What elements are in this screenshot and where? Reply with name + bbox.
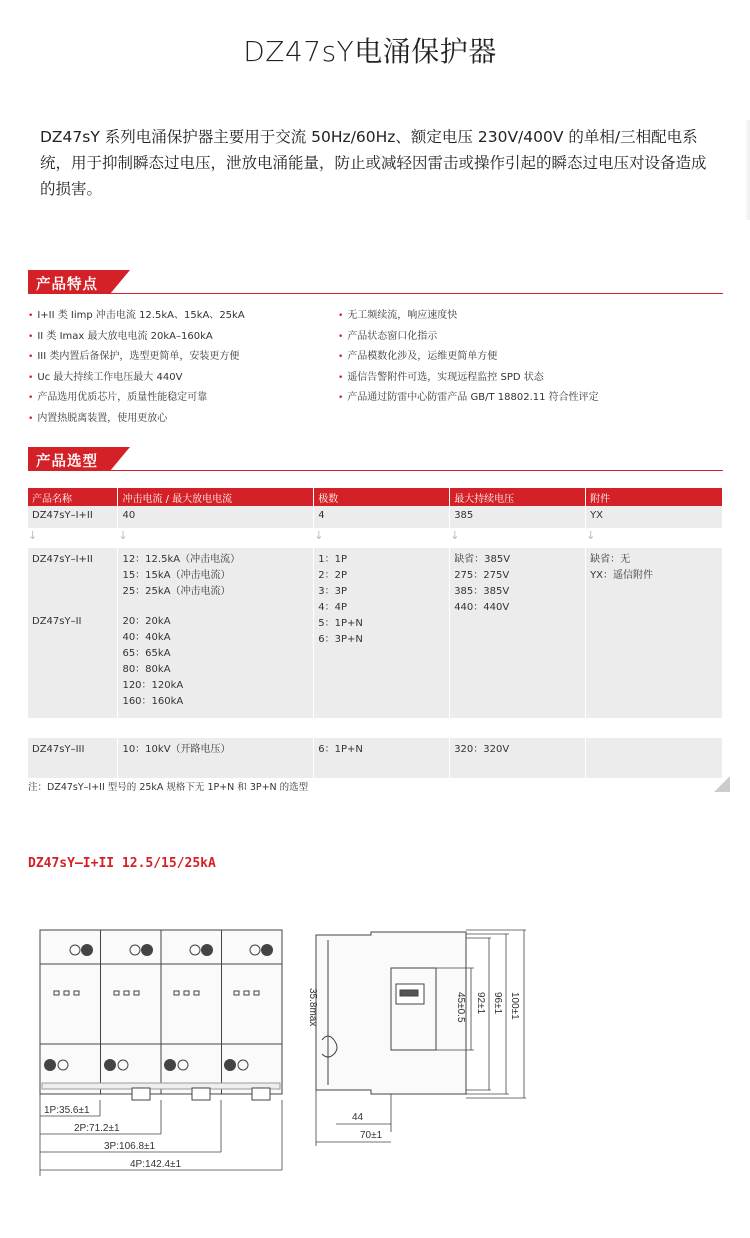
feature-item: • 产品模数化涉及，运维更简单方便: [338, 351, 498, 362]
features-section-title: 产品特点: [36, 277, 98, 293]
page-title: DZ47sY电涌保护器: [243, 35, 497, 68]
table-row: DZ47sY–I+II 12：12.5kA（冲击电流） 15：15kA（冲击电流） 25：25kA（冲击电流） 1：1P 2：2P 3：3P 4：4P 5：1P+N 6：3P+N 缺省：385V 275：275V 385：385V 440：440V 缺省：无 YX：遥信附件: [28, 548, 723, 610]
features-right-list: [338, 310, 599, 413]
feature-item: • Uc 最大持续工作电压最大 440V: [28, 371, 183, 383]
feature-item: • II 类 Imax 最大放电电流 20kA–160kA: [28, 330, 213, 342]
col-header-current: 冲击电流 / 最大放电电流: [118, 488, 314, 506]
drawing-title: DZ47sY–I+II 12.5/15/25kA: [28, 856, 216, 871]
table-row: DZ47sY–III 10：10kV（开路电压） 6：1P+N 320：320V: [28, 738, 723, 778]
side-view-drawing: [306, 920, 526, 1150]
dim-window: 45±0.5: [455, 992, 466, 1023]
table-note: 注：DZ47sY–I+II 型号的 25kA 规格下无 1P+N 和 3P+N 的选型: [28, 782, 309, 793]
voltage-cell: 缺省：385V 275：275V 385：385V 440：440V: [450, 548, 586, 718]
feature-item: • 产品选用优质芯片，质量性能稳定可靠: [28, 392, 208, 403]
down-arrow-icon: ↓: [314, 528, 450, 548]
dim-1p: 1P:35.6±1: [44, 1105, 90, 1116]
down-arrow-icon: ↓: [450, 528, 586, 548]
poles-cell: 1：1P 2：2P 3：3P 4：4P 5：1P+N 6：3P+N: [314, 548, 450, 718]
feature-item: • 无工频续流，响应速度快: [338, 310, 458, 321]
accessory-cell: 缺省：无 YX：遥信附件: [586, 548, 723, 718]
feature-item: • III 类内置后备保护，选型更简单，安装更方便: [28, 351, 240, 362]
dim-96: 96±1: [492, 992, 503, 1015]
features-section-header: [28, 270, 723, 294]
feature-item: • I+II 类 Iimp 冲击电流 12.5kA、15kA、25kA: [28, 310, 245, 321]
dim-70: 70±1: [360, 1130, 383, 1141]
col-header-name: 产品名称: [28, 488, 118, 506]
dim-44: 44: [352, 1112, 364, 1123]
arrow-row: [28, 528, 723, 548]
down-arrow-icon: ↓: [586, 528, 723, 548]
corner-triangle: [714, 776, 730, 792]
dim-4p: 4P:142.4±1: [130, 1159, 182, 1170]
selection-table: [28, 488, 723, 778]
example-row: DZ47sY–I+II 40 4 385 YX: [28, 506, 723, 528]
col-header-poles: 极数: [314, 488, 450, 506]
col-header-voltage: 最大持续电压: [450, 488, 586, 506]
dim-100: 100±1: [509, 992, 520, 1020]
down-arrow-icon: ↓: [28, 528, 118, 548]
table-row: DZ47sY–II 20：20kA 40：40kA 65：65kA 80：80kA 120：120kA 160：160kA: [28, 610, 723, 718]
dim-92: 92±1: [475, 992, 486, 1015]
selection-section-header: [28, 447, 723, 471]
feature-item: • 产品通过防雷中心防雷产品 GB/T 18802.11 符合性评定: [338, 392, 599, 403]
feature-item: • 内置热脱离装置，使用更放心: [28, 412, 168, 424]
col-header-accessory: 附件: [586, 488, 723, 506]
intro-paragraph: DZ47sY 系列电涌保护器主要用于交流 50Hz/60Hz、额定电压 230V/400V 的单相/三相配电系统，用于抑制瞬态过电压，泄放电涌能量，防止或减轻因雷击或操作引起的瞬态过电压对设备造成的损害。: [40, 128, 707, 198]
dim-2p: 2P:71.2±1: [74, 1123, 120, 1134]
dim-3p: 3P:106.8±1: [104, 1141, 156, 1152]
dim-depth-max: 35.8max: [307, 988, 318, 1027]
down-arrow-icon: ↓: [118, 528, 314, 548]
front-view-drawing: [30, 920, 300, 1180]
scroll-edge: [744, 120, 750, 220]
selection-section-title: 产品选型: [36, 454, 98, 470]
features-left-list: [28, 310, 245, 433]
feature-item: • 遥信告警附件可选，实现远程监控 SPD 状态: [338, 371, 544, 383]
feature-item: • 产品状态窗口化指示: [338, 330, 438, 342]
table-header-row: [28, 488, 723, 506]
